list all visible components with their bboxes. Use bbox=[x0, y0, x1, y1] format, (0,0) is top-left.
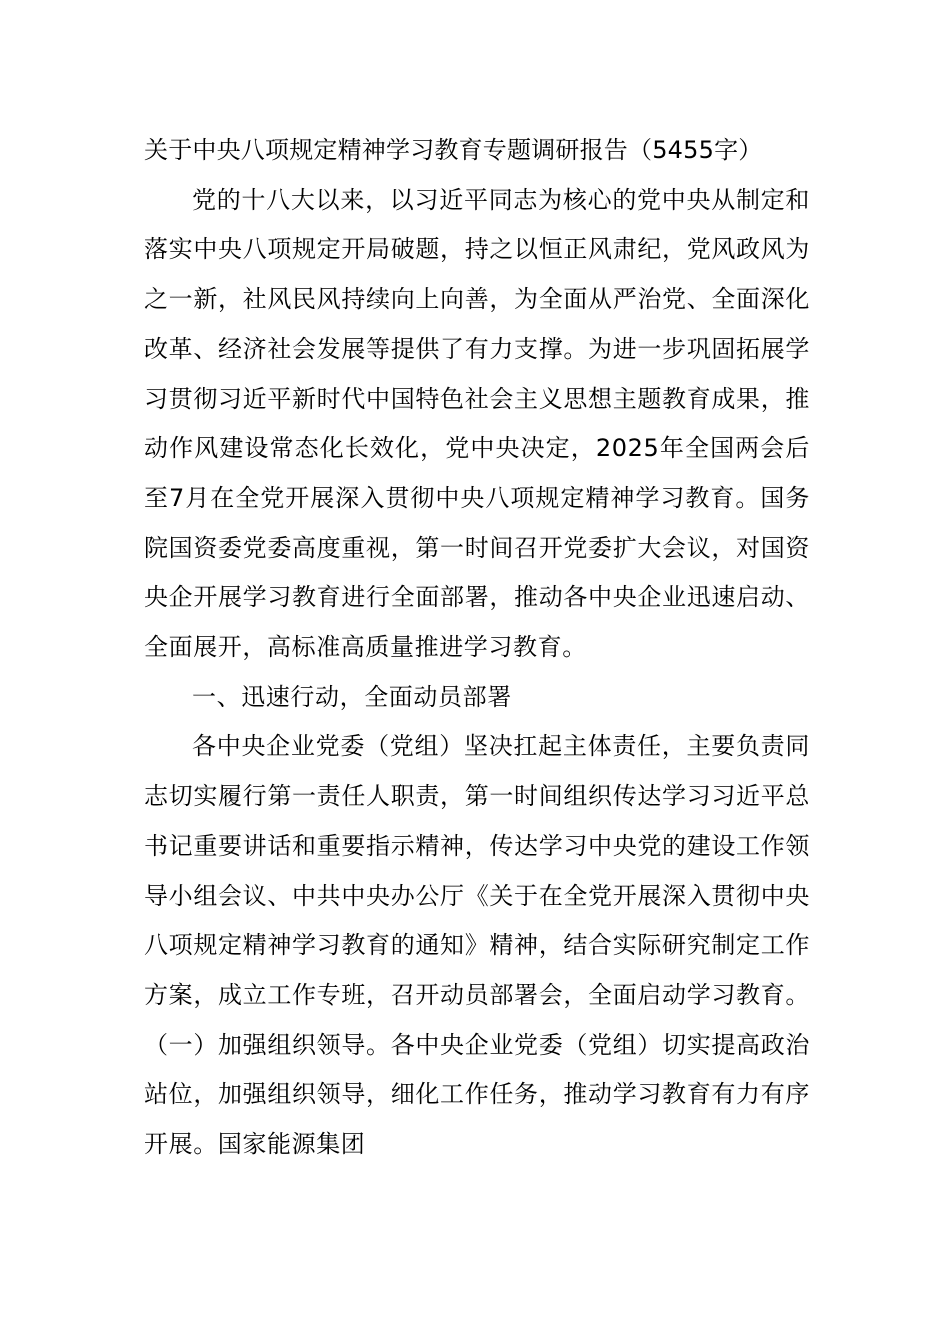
document-body bbox=[144, 126, 810, 1170]
section-1-paragraph: 各中央企业党委（党组）坚决扛起主体责任，主要负责同志切实履行第一责任人职责，第一时间组织传达学习习近平总书记重要讲话和重要指示精神，传达学习中央党的建设工作领导小组会议、中共中央办公厅《关于在全党开展深入贯彻中央八项规定精神学习教育的通知》精神，结合实际研究制定工作方案，成立工作专班，召开动员部署会，全面启动学习教育。（一）加强组织领导。各中央企业党委（党组）切实提高政治站位，加强组织领导，细化工作任务，推动学习教育有力有序开展。国家能源集团 bbox=[144, 732, 810, 1159]
section-heading-1: 一、迅速行动，全面动员部署 bbox=[192, 682, 512, 711]
intro-paragraph: 党的十八大以来，以习近平同志为核心的党中央从制定和落实中央八项规定开局破题，持之以恒正风肃纪，党风政风为之一新，社风民风持续向上向善，为全面从严治党、全面深化改革、经济社会发展等提供了有力支撑。为进一步巩固拓展学习贯彻习近平新时代中国特色社会主义思想主题教育成果，推动作风建设常态化长效化，党中央决定，2025年全国两会后至7月在全党开展深入贯彻中央八项规定精神学习教育。国务院国资委党委高度重视，第一时间召开党委扩大会议，对国资央企开展学习教育进行全面部署，推动各中央企业迅速启动、全面展开，高标准高质量推进学习教育。 bbox=[144, 185, 810, 662]
document-title: 关于中央八项规定精神学习教育专题调研报告（5455字） bbox=[144, 136, 763, 164]
